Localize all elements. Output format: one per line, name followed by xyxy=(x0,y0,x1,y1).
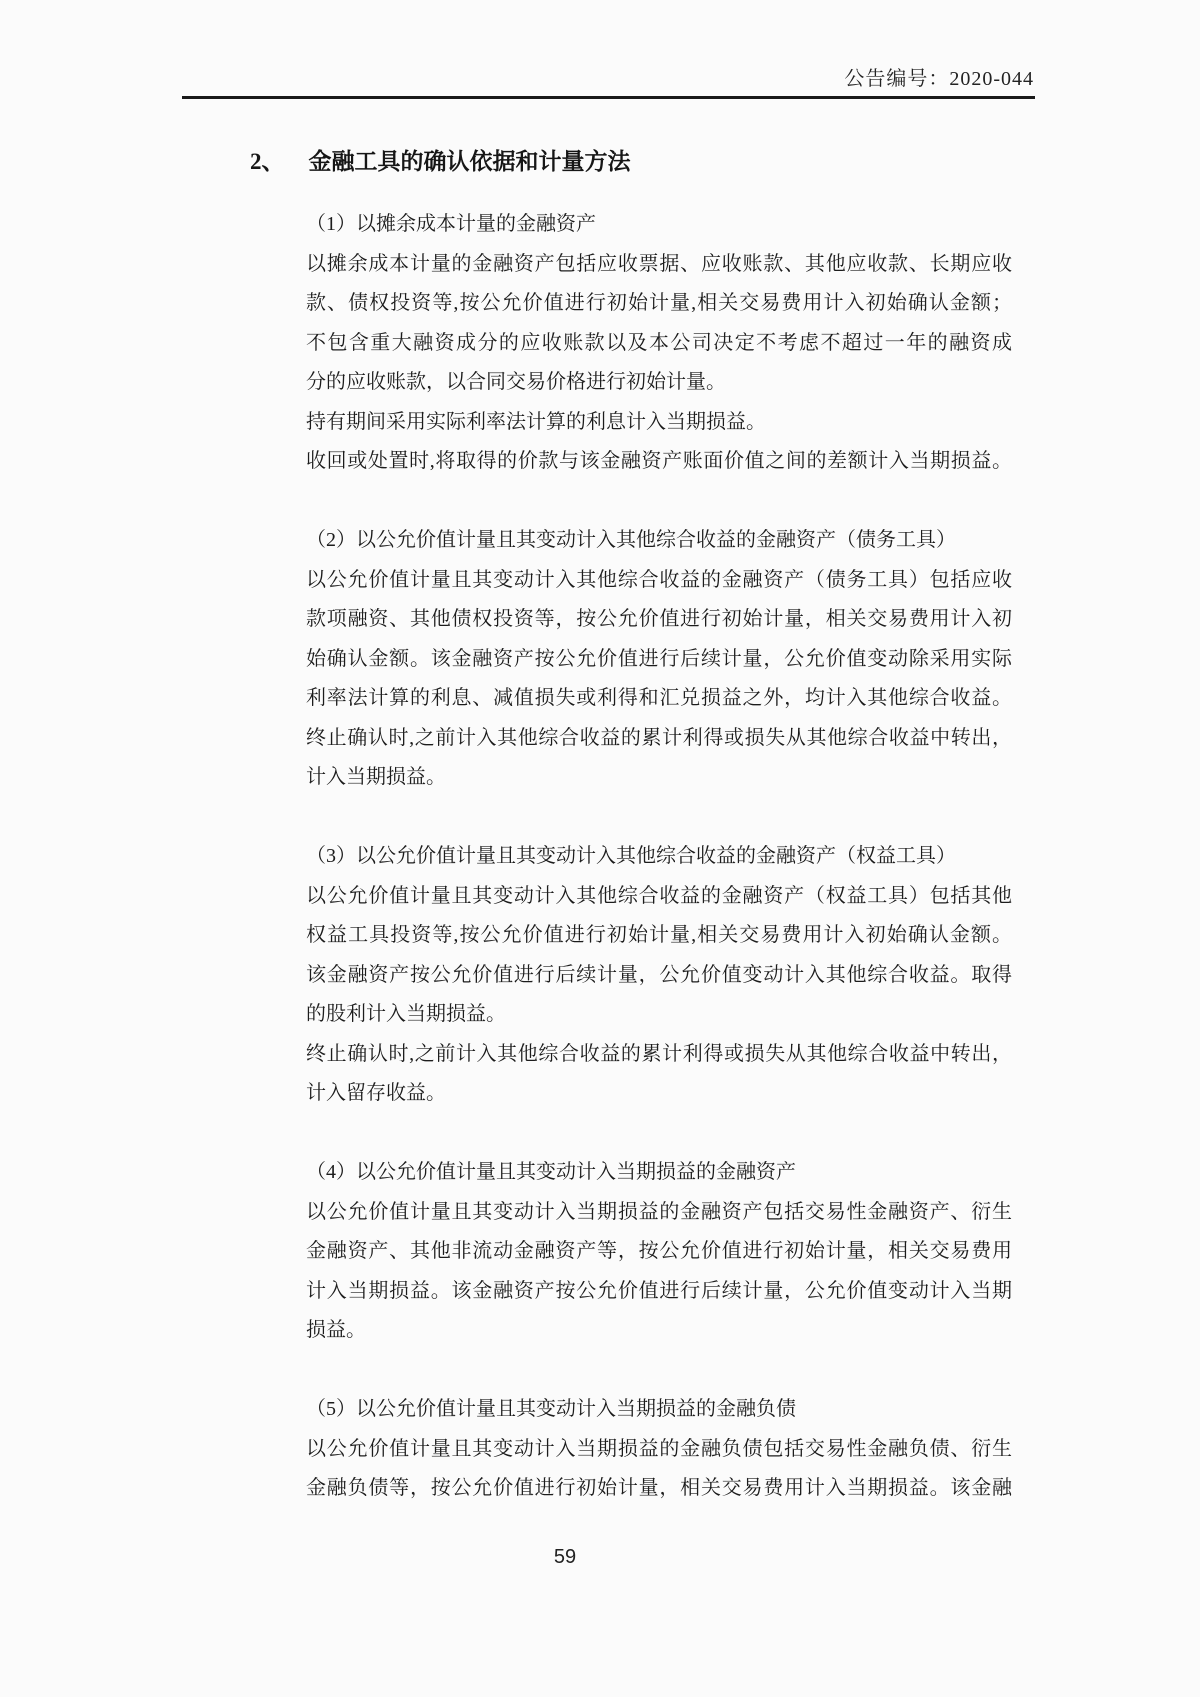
doc-line: 款项融资、其他债权投资等，按公允价值进行初始计量，相关交易费用计入初 xyxy=(306,608,1012,630)
doc-line: 计入当期损益。该金融资产按公允价值进行后续计量，公允价值变动计入当期 xyxy=(306,1279,1012,1302)
doc-line: 以公允价值计量且其变动计入其他综合收益的金融资产（权益工具）包括其他 xyxy=(306,884,1012,907)
section-title: （4）以公允价值计量且其变动计入当期损益的金融资产 xyxy=(306,1161,796,1183)
notice-number: 公告编号：2020-044 xyxy=(844,68,1034,90)
heading-number: 2、 xyxy=(250,149,285,174)
doc-line: 金融负债等，按公允价值进行初始计量，相关交易费用计入当期损益。该金融 xyxy=(306,1477,1012,1499)
doc-line: 金融资产、其他非流动金融资产等，按公允价值进行初始计量，相关交易费用 xyxy=(306,1240,1012,1262)
doc-line: 以摊余成本计量的金融资产包括应收票据、应收账款、其他应收款、长期应收 xyxy=(306,252,1012,275)
doc-line: 不包含重大融资成分的应收账款以及本公司决定不考虑不超过一年的融资成 xyxy=(306,331,1012,354)
doc-line: 终止确认时,之前计入其他综合收益的累计利得或损失从其他综合收益中转出， xyxy=(306,1042,1012,1065)
doc-line: 利率法计算的利息、减值损失或利得和汇兑损益之外，均计入其他综合收益。 xyxy=(306,687,1012,709)
doc-line: 该金融资产按公允价值进行后续计量，公允价值变动计入其他综合收益。取得 xyxy=(306,963,1012,986)
section-2 xyxy=(306,521,1012,798)
doc-line: 款、债权投资等,按公允价值进行初始计量,相关交易费用计入初始确认金额； xyxy=(306,292,1012,314)
doc-line: 持有期间采用实际利率法计算的利息计入当期损益。 xyxy=(306,410,766,433)
section-title: （2）以公允价值计量且其变动计入其他综合收益的金融资产（债务工具） xyxy=(306,529,956,551)
heading-title: 金融工具的确认依据和计量方法 xyxy=(308,149,631,174)
doc-line: 以公允价值计量且其变动计入当期损益的金融负债包括交易性金融负债、衍生 xyxy=(306,1437,1012,1460)
section-5 xyxy=(306,1390,1012,1509)
doc-line: 的股利计入当期损益。 xyxy=(306,1003,506,1025)
doc-line: 权益工具投资等,按公允价值进行初始计量,相关交易费用计入初始确认金额。 xyxy=(306,924,1012,946)
doc-line: 损益。 xyxy=(306,1319,366,1341)
header-divider xyxy=(182,96,1035,99)
section-title: （3）以公允价值计量且其变动计入其他综合收益的金融资产（权益工具） xyxy=(306,845,956,867)
page-number: 59 xyxy=(553,1546,577,1568)
section-heading xyxy=(250,143,631,176)
section-title: （1）以摊余成本计量的金融资产 xyxy=(306,213,596,235)
section-3 xyxy=(306,837,1012,1114)
doc-line: 计入当期损益。 xyxy=(306,766,446,788)
doc-line: 计入留存收益。 xyxy=(306,1082,446,1104)
doc-line: 以公允价值计量且其变动计入其他综合收益的金融资产（债务工具）包括应收 xyxy=(306,568,1012,591)
section-title: （5）以公允价值计量且其变动计入当期损益的金融负债 xyxy=(306,1398,796,1420)
doc-line: 分的应收账款，以合同交易价格进行初始计量。 xyxy=(306,371,726,393)
doc-line: 终止确认时,之前计入其他综合收益的累计利得或损失从其他综合收益中转出， xyxy=(306,726,1012,749)
document-body xyxy=(306,205,1012,1509)
section-4 xyxy=(306,1153,1012,1351)
doc-line: 以公允价值计量且其变动计入当期损益的金融资产包括交易性金融资产、衍生 xyxy=(306,1200,1012,1223)
doc-line: 收回或处置时,将取得的价款与该金融资产账面价值之间的差额计入当期损益。 xyxy=(306,450,1012,472)
doc-line: 始确认金额。该金融资产按公允价值进行后续计量，公允价值变动除采用实际 xyxy=(306,647,1012,670)
section-1 xyxy=(306,205,1012,482)
